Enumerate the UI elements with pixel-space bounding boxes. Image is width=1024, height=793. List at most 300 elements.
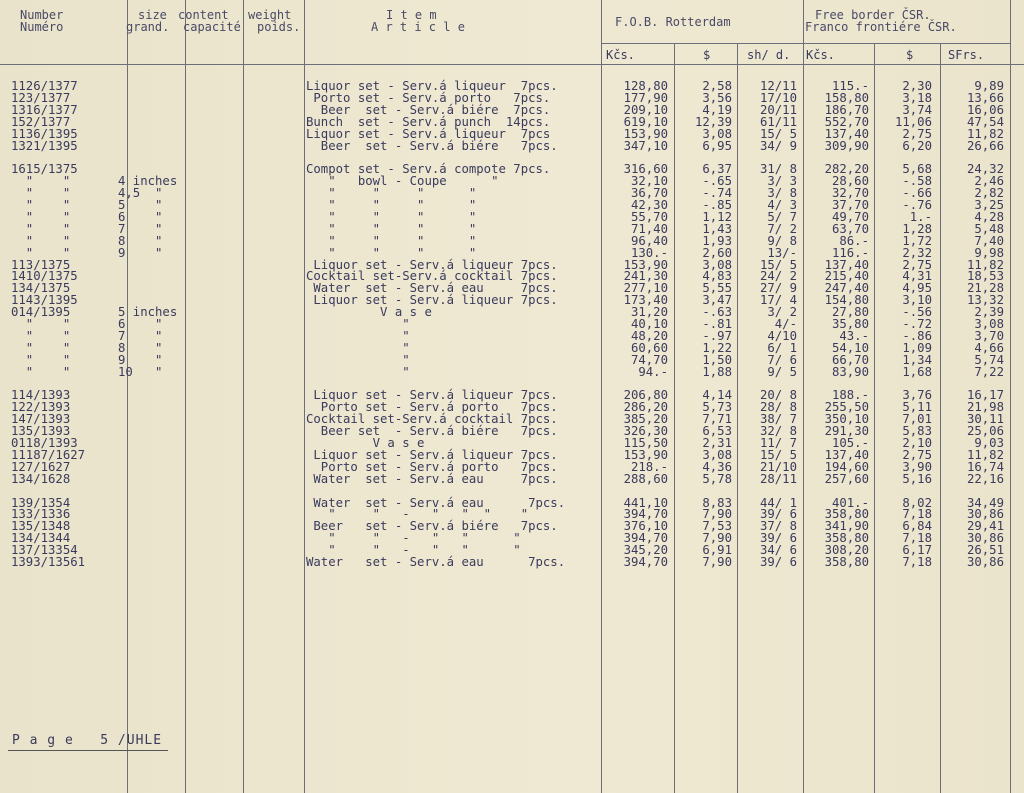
item-description: Porto set - Serv.á porto 7pcs. <box>306 400 558 415</box>
free-kcs: 158,80 <box>824 90 869 105</box>
fob-kcs: 74,70 <box>630 352 668 367</box>
fob-shillings: 5/ 7 <box>767 209 797 224</box>
item-description: " " " " <box>306 209 477 224</box>
column-rule <box>940 44 941 793</box>
article-number: " " <box>11 221 71 236</box>
fob-shillings: 9/ 5 <box>767 364 797 379</box>
fob-dollar: -.63 <box>702 305 732 320</box>
free-kcs: 215,40 <box>824 269 869 284</box>
free-kcs: 358,80 <box>824 507 869 522</box>
fob-shillings: 15/ 5 <box>759 257 797 272</box>
column-rule <box>674 44 675 793</box>
column-rule <box>803 0 804 793</box>
free-dollar: 1,09 <box>902 340 932 355</box>
free-dollar: 2,75 <box>902 447 932 462</box>
free-dollar: 1,72 <box>902 233 932 248</box>
fob-kcs: 31,20 <box>630 305 668 320</box>
subheader-dollar: $ <box>703 48 711 62</box>
item-description: Liquor set - Serv.á liqueur 7pcs. <box>306 447 558 462</box>
fob-shillings: 17/10 <box>759 90 797 105</box>
free-swiss-francs: 30,86 <box>966 555 1004 569</box>
article-number: 1410/1375 <box>11 269 78 284</box>
free-dollar: 1,68 <box>902 364 932 379</box>
fob-dollar: 1,93 <box>702 233 732 248</box>
fob-kcs: 345,20 <box>623 543 668 558</box>
subheader-swiss-francs: SFrs. <box>948 48 985 62</box>
free-kcs: 43.- <box>839 328 869 343</box>
fob-kcs: 71,40 <box>630 221 668 236</box>
fob-kcs: 288,60 <box>623 471 668 486</box>
item-description: " <box>306 328 410 343</box>
article-number: 1615/1375 <box>11 162 78 177</box>
item-description: " <box>306 340 410 355</box>
free-dollar: 5,68 <box>902 162 932 177</box>
article-number: " " <box>11 317 71 331</box>
free-kcs: 309,90 <box>824 138 869 153</box>
article-number: 113/1375 <box>11 257 71 272</box>
free-swiss-francs: 9,98 <box>974 245 1004 260</box>
fob-kcs: 32,10 <box>630 174 668 189</box>
item-description: Liquor set - Serv.á liqueur 7pcs. <box>306 79 558 93</box>
fob-dollar: -.65 <box>702 174 732 189</box>
header-rule <box>0 64 1024 65</box>
free-kcs: 401.- <box>831 495 869 510</box>
size-cell: 9 " <box>118 352 163 367</box>
fob-dollar: 3,56 <box>702 90 732 105</box>
free-kcs: 308,20 <box>824 543 869 558</box>
article-number: 134/1344 <box>11 531 71 546</box>
fob-dollar: 7,53 <box>702 519 732 534</box>
fob-dollar: -.74 <box>702 186 732 201</box>
header-poids: poids. <box>257 20 301 34</box>
free-swiss-francs: 2,39 <box>974 305 1004 320</box>
fob-shillings: 4/10 <box>767 328 797 343</box>
fob-kcs: 128,80 <box>623 79 668 93</box>
fob-shillings: 6/ 1 <box>767 340 797 355</box>
subheader-kcs: Kčs. <box>606 48 635 62</box>
item-description: " " - " " " " <box>306 507 529 522</box>
subheader-kcs: Kčs. <box>806 48 835 62</box>
article-number: 1321/1395 <box>11 138 78 153</box>
article-number: 152/1377 <box>11 114 71 129</box>
free-kcs: 137,40 <box>824 447 869 462</box>
header-rule <box>601 43 1010 44</box>
article-number: " " <box>11 198 71 212</box>
fob-kcs: 40,10 <box>630 317 668 331</box>
fob-shillings: 34/ 9 <box>759 138 797 153</box>
free-swiss-francs: 30,11 <box>966 412 1004 427</box>
article-number: 127/1627 <box>11 459 71 474</box>
fob-dollar: 7,90 <box>702 531 732 546</box>
item-description: " <box>306 364 410 379</box>
fob-dollar: -.85 <box>702 198 732 212</box>
free-swiss-francs: 9,89 <box>974 79 1004 93</box>
fob-dollar: 7,90 <box>702 555 732 569</box>
fob-kcs: 316,60 <box>623 162 668 177</box>
fob-shillings: 21/10 <box>759 459 797 474</box>
size-cell: 8 " <box>118 233 163 248</box>
item-description: " " " " <box>306 186 477 201</box>
free-kcs: 137,40 <box>824 257 869 272</box>
size-cell: 7 " <box>118 328 163 343</box>
free-swiss-francs: 30,86 <box>966 507 1004 522</box>
free-kcs: 28,60 <box>831 174 869 189</box>
free-dollar: 7,18 <box>902 555 932 569</box>
free-dollar: 2,10 <box>902 436 932 450</box>
free-swiss-francs: 4,28 <box>974 209 1004 224</box>
free-kcs: 86.- <box>839 233 869 248</box>
fob-kcs: 173,40 <box>623 293 668 308</box>
fob-kcs: 376,10 <box>623 519 668 534</box>
column-rule <box>304 0 305 793</box>
article-number: " " <box>11 364 71 379</box>
fob-dollar: 5,78 <box>702 471 732 486</box>
fob-shillings: 3/ 8 <box>767 186 797 201</box>
fob-dollar: 1,43 <box>702 221 732 236</box>
free-dollar: -.58 <box>902 174 932 189</box>
item-description: " " - " " " <box>306 543 521 558</box>
free-swiss-francs: 21,28 <box>966 281 1004 296</box>
column-rule <box>243 0 244 793</box>
header-fob: F.O.B. Rotterdam <box>615 15 731 29</box>
fob-shillings: 34/ 6 <box>759 543 797 558</box>
item-description: Beer set - Serv.á biére 7pcs. <box>306 102 551 117</box>
fob-dollar: 8,83 <box>702 495 732 510</box>
free-swiss-francs: 18,53 <box>966 269 1004 284</box>
header-numero: Numéro <box>20 20 64 34</box>
fob-shillings: 24/ 2 <box>759 269 797 284</box>
free-swiss-francs: 30,86 <box>966 531 1004 546</box>
fob-kcs: 209,10 <box>623 102 668 117</box>
free-kcs: 35,80 <box>831 317 869 331</box>
header-size: size <box>138 8 167 22</box>
item-description: V a s e <box>306 436 425 450</box>
free-swiss-francs: 13,32 <box>966 293 1004 308</box>
free-dollar: 7,01 <box>902 412 932 427</box>
article-number: " " <box>11 233 71 248</box>
free-dollar: 3,18 <box>902 90 932 105</box>
article-number: 134/1375 <box>11 281 71 296</box>
fob-shillings: 28/11 <box>759 471 797 486</box>
article-number: 1393/13561 <box>11 555 86 569</box>
free-swiss-francs: 5,74 <box>974 352 1004 367</box>
item-description: Beer set - Serv.á biére 7pcs. <box>306 519 558 534</box>
item-description: " " " " <box>306 198 477 212</box>
fob-dollar: 6,37 <box>702 162 732 177</box>
free-dollar: 7,18 <box>902 531 932 546</box>
article-number: 123/1377 <box>11 90 71 105</box>
free-dollar: -.66 <box>902 186 932 201</box>
fob-dollar: -.97 <box>702 328 732 343</box>
fob-dollar: 7,71 <box>702 412 732 427</box>
item-description: " <box>306 352 410 367</box>
free-dollar: 2,75 <box>902 257 932 272</box>
fob-dollar: 7,90 <box>702 507 732 522</box>
free-kcs: 341,90 <box>824 519 869 534</box>
article-number: 1316/1377 <box>11 102 78 117</box>
free-swiss-francs: 7,22 <box>974 364 1004 379</box>
free-dollar: 3,74 <box>902 102 932 117</box>
free-dollar: -.56 <box>902 305 932 320</box>
column-rule <box>127 0 128 793</box>
fob-shillings: 20/11 <box>759 102 797 117</box>
fob-kcs: 55,70 <box>630 209 668 224</box>
fob-kcs: 153,90 <box>623 447 668 462</box>
free-dollar: -.86 <box>902 328 932 343</box>
fob-shillings: 9/ 8 <box>767 233 797 248</box>
header-grand: grand. <box>126 20 170 34</box>
fob-shillings: 7/ 6 <box>767 352 797 367</box>
fob-shillings: 12/11 <box>759 79 797 93</box>
fob-shillings: 15/ 5 <box>759 126 797 141</box>
free-dollar: 6,17 <box>902 543 932 558</box>
free-dollar: 1.- <box>909 209 932 224</box>
item-description: " " - " " " <box>306 531 521 546</box>
free-kcs: 186,70 <box>824 102 869 117</box>
free-swiss-francs: 16,17 <box>966 388 1004 403</box>
article-number: " " <box>11 209 71 224</box>
article-number: 133/1336 <box>11 507 71 522</box>
fob-dollar: 5,55 <box>702 281 732 296</box>
fob-shillings: 28/ 8 <box>759 400 797 415</box>
free-dollar: 11,06 <box>894 114 932 129</box>
free-dollar: 2,32 <box>902 245 932 260</box>
item-description: " <box>306 317 410 331</box>
fob-dollar: 2,60 <box>702 245 732 260</box>
fob-dollar: 4,14 <box>702 388 732 403</box>
free-swiss-francs: 3,08 <box>974 317 1004 331</box>
item-description: Water set - Serv.á eau 7pcs. <box>306 495 566 510</box>
fob-shillings: 7/ 2 <box>767 221 797 236</box>
fob-shillings: 39/ 6 <box>759 555 797 569</box>
fob-kcs: 277,10 <box>623 281 668 296</box>
column-rule <box>601 0 602 793</box>
free-swiss-francs: 7,40 <box>974 233 1004 248</box>
size-cell: 6 " <box>118 317 163 331</box>
fob-shillings: 17/ 4 <box>759 293 797 308</box>
free-kcs: 66,70 <box>831 352 869 367</box>
free-swiss-francs: 21,98 <box>966 400 1004 415</box>
article-number: " " <box>11 340 71 355</box>
fob-kcs: 130.- <box>630 245 668 260</box>
fob-kcs: 394,70 <box>623 531 668 546</box>
free-kcs: 358,80 <box>824 555 869 569</box>
size-cell: 9 " <box>118 245 163 260</box>
fob-shillings: 39/ 6 <box>759 507 797 522</box>
header-weight: weight <box>248 8 292 22</box>
free-dollar: 4,31 <box>902 269 932 284</box>
free-dollar: 8,02 <box>902 495 932 510</box>
free-dollar: 2,75 <box>902 126 932 141</box>
free-swiss-francs: 3,25 <box>974 198 1004 212</box>
free-swiss-francs: 3,70 <box>974 328 1004 343</box>
fob-kcs: 94.- <box>638 364 668 379</box>
fob-kcs: 441,10 <box>623 495 668 510</box>
fob-dollar: 6,53 <box>702 424 732 439</box>
page-footer: P a g e 5 /UHLE <box>12 733 163 748</box>
free-dollar: -.72 <box>902 317 932 331</box>
free-kcs: 63,70 <box>831 221 869 236</box>
size-cell: 6 " <box>118 209 163 224</box>
fob-kcs: 48,20 <box>630 328 668 343</box>
free-swiss-francs: 26,66 <box>966 138 1004 153</box>
item-description: Water set - Serv.á eau 7pcs. <box>306 281 558 296</box>
header-item: I t e m <box>386 8 437 22</box>
item-description: Porto set - Serv.á porto 7pcs. <box>306 459 558 474</box>
column-rule <box>1010 0 1011 793</box>
fob-kcs: 153,90 <box>623 126 668 141</box>
item-description: Water set - Serv.á eau 7pcs. <box>306 471 558 486</box>
footer-underline <box>8 750 168 751</box>
item-description: Liquor set - Serv.á liqueur 7pcs. <box>306 293 558 308</box>
free-dollar: 3,90 <box>902 459 932 474</box>
fob-dollar: 4,19 <box>702 102 732 117</box>
fob-dollar: 12,39 <box>694 114 732 129</box>
article-number: 114/1393 <box>11 388 71 403</box>
fob-dollar: 5,73 <box>702 400 732 415</box>
free-kcs: 49,70 <box>831 209 869 224</box>
free-kcs: 358,80 <box>824 531 869 546</box>
free-swiss-francs: 11,82 <box>966 257 1004 272</box>
article-number: 11187/1627 <box>11 447 86 462</box>
item-description: " " " " <box>306 233 477 248</box>
free-swiss-francs: 5,48 <box>974 221 1004 236</box>
fob-shillings: 37/ 8 <box>759 519 797 534</box>
free-dollar: 4,95 <box>902 281 932 296</box>
item-description: Cocktail set-Serv.á cocktail 7pcs. <box>306 269 558 284</box>
free-kcs: 291,30 <box>824 424 869 439</box>
free-dollar: 5,11 <box>902 400 932 415</box>
fob-shillings: 32/ 8 <box>759 424 797 439</box>
free-kcs: 83,90 <box>831 364 869 379</box>
free-dollar: 5,16 <box>902 471 932 486</box>
fob-shillings: 38/ 7 <box>759 412 797 427</box>
free-swiss-francs: 11,82 <box>966 126 1004 141</box>
fob-dollar: 1,50 <box>702 352 732 367</box>
fob-dollar: 3,08 <box>702 447 732 462</box>
article-number: " " <box>11 245 71 260</box>
free-dollar: -.76 <box>902 198 932 212</box>
free-dollar: 1,28 <box>902 221 932 236</box>
fob-kcs: 42,30 <box>630 198 668 212</box>
item-description: Liquor set - Serv.á liqueur 7pcs. <box>306 388 558 403</box>
fob-dollar: 6,91 <box>702 543 732 558</box>
article-number: 134/1628 <box>11 471 71 486</box>
free-kcs: 154,80 <box>824 293 869 308</box>
item-description: Porto set - Serv.á porto 7pcs. <box>306 90 551 105</box>
fob-shillings: 4/- <box>774 317 797 331</box>
fob-kcs: 347,10 <box>623 138 668 153</box>
header-capacite: capacité <box>183 20 241 34</box>
free-kcs: 247,40 <box>824 281 869 296</box>
item-description: Bunch set - Serv.á punch 14pcs. <box>306 114 551 129</box>
free-dollar: 5,83 <box>902 424 932 439</box>
free-swiss-francs: 11,82 <box>966 447 1004 462</box>
article-number: 1126/1377 <box>11 79 78 93</box>
column-rule <box>874 44 875 793</box>
article-number: 135/1348 <box>11 519 71 534</box>
fob-kcs: 60,60 <box>630 340 668 355</box>
item-description: Beer set - Serv.á biére 7pcs. <box>306 424 558 439</box>
article-number: 137/13354 <box>11 543 78 558</box>
fob-dollar: 4,83 <box>702 269 732 284</box>
fob-dollar: 3,08 <box>702 126 732 141</box>
fob-shillings: 4/ 3 <box>767 198 797 212</box>
fob-kcs: 326,30 <box>623 424 668 439</box>
free-swiss-francs: 13,66 <box>966 90 1004 105</box>
fob-dollar: 1,88 <box>702 364 732 379</box>
fob-kcs: 394,70 <box>623 555 668 569</box>
size-cell: 5 " <box>118 198 163 212</box>
size-cell: 7 " <box>118 221 163 236</box>
header-content: content <box>178 8 229 22</box>
fob-shillings: 20/ 8 <box>759 388 797 403</box>
item-description: " " " " <box>306 221 477 236</box>
header-franco: Franco frontiére ČSR. <box>805 20 957 34</box>
fob-kcs: 241,30 <box>623 269 668 284</box>
fob-dollar: -.81 <box>702 317 732 331</box>
subheader-dollar: $ <box>906 48 914 62</box>
fob-kcs: 385,20 <box>623 412 668 427</box>
fob-kcs: 36,70 <box>630 186 668 201</box>
header-free-border: Free border ČSR. <box>815 8 931 22</box>
header-article: A r t i c l e <box>371 20 465 34</box>
fob-dollar: 3,08 <box>702 257 732 272</box>
free-dollar: 3,10 <box>902 293 932 308</box>
fob-shillings: 11/ 7 <box>759 436 797 450</box>
article-number: 0118/1393 <box>11 436 78 450</box>
fob-kcs: 153,90 <box>623 257 668 272</box>
item-description: V a s e <box>306 305 432 320</box>
free-swiss-francs: 16,74 <box>966 459 1004 474</box>
fob-kcs: 286,20 <box>623 400 668 415</box>
fob-dollar: 2,31 <box>702 436 732 450</box>
item-description: Cocktail set-Serv.á cocktail 7pcs. <box>306 412 558 427</box>
header-number: Number <box>20 8 64 22</box>
free-kcs: 54,10 <box>831 340 869 355</box>
free-kcs: 32,70 <box>831 186 869 201</box>
article-number: 122/1393 <box>11 400 71 415</box>
fob-dollar: 4,36 <box>702 459 732 474</box>
article-number: 147/1393 <box>11 412 71 427</box>
free-kcs: 255,50 <box>824 400 869 415</box>
fob-kcs: 177,90 <box>623 90 668 105</box>
item-description: Beer set - Serv.á biére 7pcs. <box>306 138 558 153</box>
fob-kcs: 394,70 <box>623 507 668 522</box>
article-number: " " <box>11 186 71 201</box>
fob-shillings: 13/- <box>767 245 797 260</box>
free-dollar: 2,30 <box>902 79 932 93</box>
free-kcs: 552,70 <box>824 114 869 129</box>
article-number: 014/1395 <box>11 305 71 320</box>
fob-kcs: 619,10 <box>623 114 668 129</box>
free-dollar: 7,18 <box>902 507 932 522</box>
free-swiss-francs: 24,32 <box>966 162 1004 177</box>
column-rule <box>185 0 186 793</box>
free-swiss-francs: 26,51 <box>966 543 1004 558</box>
free-dollar: 1,34 <box>902 352 932 367</box>
fob-shillings: 44/ 1 <box>759 495 797 510</box>
size-cell: 5 inches <box>118 305 178 320</box>
free-dollar: 6,84 <box>902 519 932 534</box>
fob-dollar: 3,47 <box>702 293 732 308</box>
free-swiss-francs: 25,06 <box>966 424 1004 439</box>
free-kcs: 27,80 <box>831 305 869 320</box>
fob-kcs: 206,80 <box>623 388 668 403</box>
free-kcs: 350,10 <box>824 412 869 427</box>
article-number: 1143/1395 <box>11 293 78 308</box>
free-swiss-francs: 4,66 <box>974 340 1004 355</box>
